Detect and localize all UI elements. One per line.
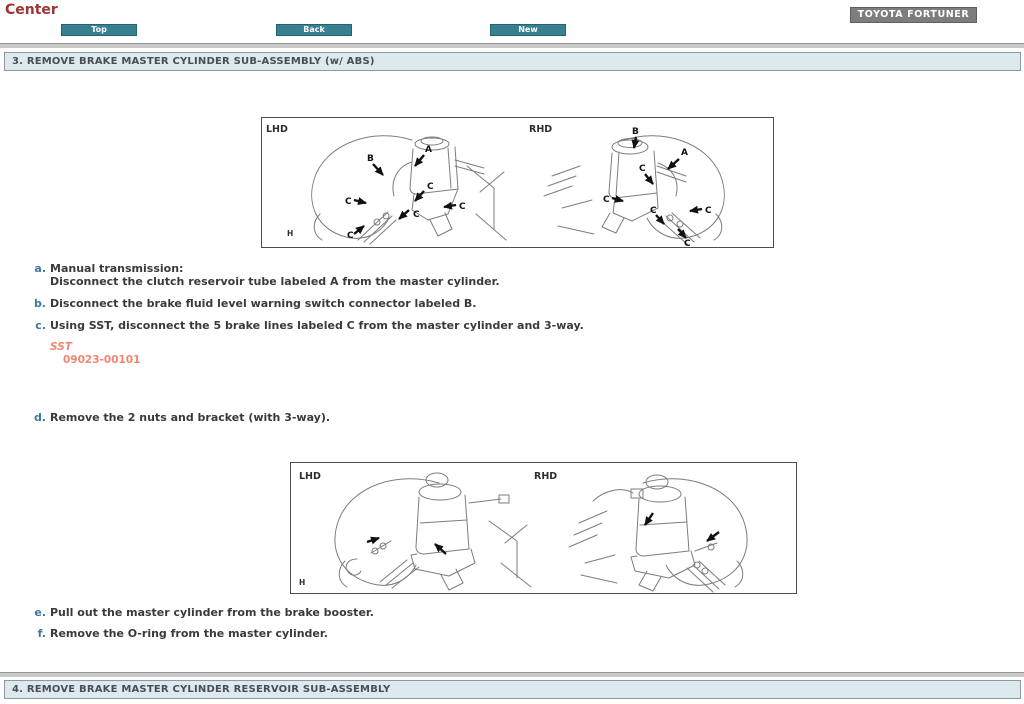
step-c-text: Using SST, disconnect the 5 brake lines labeled C from the master cylinder and 3-way. [50, 319, 584, 332]
arrow-c4-lhd [399, 210, 409, 219]
nut-arrow-1-lhd [367, 538, 379, 542]
step-f [32, 627, 328, 640]
callout-letter-c: C [639, 164, 646, 174]
arrow-a-lhd [415, 155, 424, 166]
figure-2-callouts [367, 513, 719, 554]
new-button[interactable]: New [490, 24, 566, 36]
figure-1-corner-mark: H [287, 229, 294, 238]
arrow-c5-lhd [354, 226, 364, 234]
step-e [32, 606, 374, 619]
callout-letter-c: C [603, 195, 610, 205]
step-b-text: Disconnect the brake fluid level warning switch connector labeled B. [50, 297, 477, 310]
callout-letter-c: C [705, 206, 712, 216]
step-c-letter: c. [35, 319, 46, 332]
callout-letter-b: B [367, 154, 374, 164]
step-c [32, 319, 584, 332]
figure-2-lhd-label: LHD [299, 471, 321, 482]
figure-1-svg [262, 118, 773, 247]
step-f-text: Remove the O-ring from the master cylinder. [50, 627, 328, 640]
callout-letter-c: C [650, 206, 657, 216]
arrow-c2-rhd [612, 198, 623, 201]
step-b [32, 297, 476, 310]
step-d [32, 411, 330, 424]
callout-letter-c: C [427, 182, 434, 192]
figure-1-rhd-label: RHD [529, 124, 553, 135]
arrow-c3-rhd [656, 215, 664, 224]
callout-letter-c: C [347, 231, 354, 241]
nut-arrow-2-rhd [707, 532, 719, 541]
figure-2-corner-mark: H [299, 578, 306, 587]
sst-number: 09023-00101 [63, 354, 141, 366]
page-title: Center [5, 2, 58, 18]
arrow-c4-rhd [690, 209, 702, 211]
figure-1-lhd-callouts [345, 145, 466, 241]
section-4-header: 4. REMOVE BRAKE MASTER CYLINDER RESERVOIR SUB-ASSEMBLY [4, 680, 1021, 699]
step-d-letter: d. [33, 411, 46, 424]
section-3-header: 3. REMOVE BRAKE MASTER CYLINDER SUB-ASSEMBLY (w/ ABS) [4, 52, 1021, 71]
figure-1-brake-lines-diagram [261, 117, 774, 248]
section-divider-bar [0, 672, 1024, 677]
arrow-c2-lhd [354, 200, 366, 203]
figure-2-lhd-drawing [335, 473, 531, 590]
step-a-letter: a. [34, 262, 46, 275]
step-a [32, 262, 183, 275]
arrow-c1-lhd [415, 191, 424, 201]
callout-letter-a: A [425, 145, 432, 155]
step-f-letter: f. [37, 627, 46, 640]
top-button[interactable]: Top [61, 24, 137, 36]
arrow-b-lhd [373, 164, 383, 175]
figure-1-rhd-drawing [544, 136, 724, 245]
step-e-letter: e. [34, 606, 46, 619]
figure-1-lhd-label: LHD [266, 124, 288, 135]
figure-2-nut-bracket-diagram [290, 462, 797, 594]
figure-2-svg [291, 463, 796, 593]
step-d-text: Remove the 2 nuts and bracket (with 3-way). [50, 411, 331, 424]
step-a-line1: Manual transmission: [50, 262, 184, 275]
arrow-c1-rhd [645, 174, 653, 184]
step-e-text: Pull out the master cylinder from the brake booster. [50, 606, 374, 619]
section-divider-bar [0, 43, 1024, 48]
model-badge: TOYOTA FORTUNER [850, 7, 977, 23]
arrow-c3-lhd [444, 205, 456, 207]
callout-letter-b: B [632, 127, 639, 137]
back-button[interactable]: Back [276, 24, 352, 36]
step-b-letter: b. [33, 297, 46, 310]
figure-2-rhd-label: RHD [534, 471, 558, 482]
sst-label: SST [50, 341, 72, 353]
arrow-a-rhd [668, 159, 679, 169]
callout-letter-c: C [413, 210, 420, 220]
step-a-line2: Disconnect the clutch reservoir tube labeled A from the master cylinder. [50, 275, 500, 288]
callout-letter-a: A [681, 148, 688, 158]
callout-letter-c: C [345, 197, 352, 207]
callout-letter-c: C [684, 239, 691, 247]
callout-letter-c: C [459, 202, 466, 212]
figure-1-lhd-drawing [312, 136, 506, 244]
figure-2-rhd-drawing [569, 475, 747, 592]
nut-arrow-1-rhd [645, 513, 653, 525]
